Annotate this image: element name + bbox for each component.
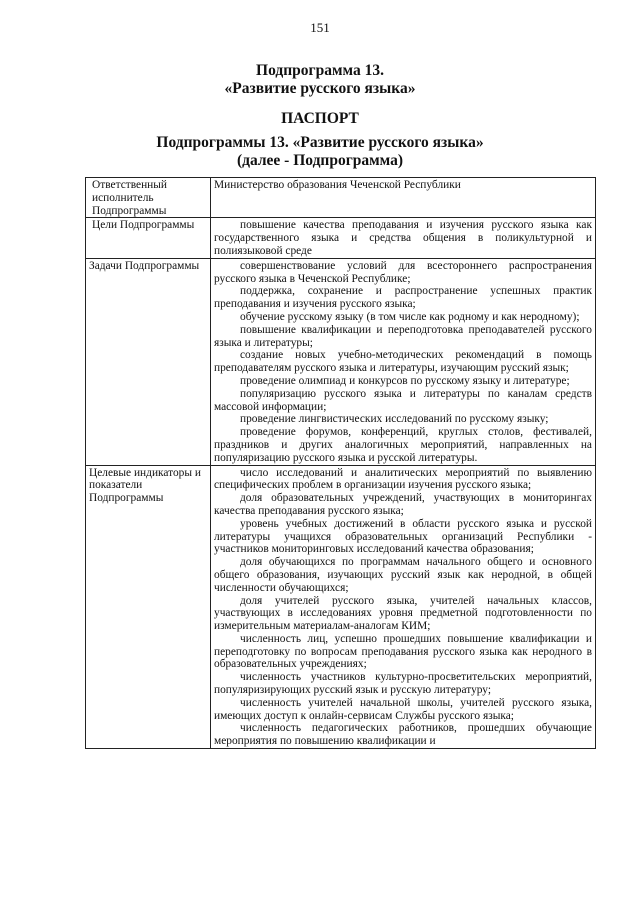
row-goals (86, 218, 596, 258)
row-paragraph: проведение лингвистических исследований по русскому языку; (240, 413, 549, 426)
row-paragraph: обучение русскому языку (в том числе как родному и как неродному); (240, 310, 580, 323)
row-paragraph: доля учителей русского языка, учителей начальных классов, участвующих в исследованиях уровня предметной подготовленности по измерительным материалам-аналогам КИМ; (214, 594, 592, 633)
row-content (211, 178, 596, 218)
row-responsible (86, 178, 596, 218)
row-paragraph: проведение олимпиад и конкурсов по русскому языку и литературе; (240, 374, 570, 387)
row-paragraph: совершенствование условий для всестороннего распространения русского языка в Чеченской Республике; (214, 259, 592, 285)
row-paragraph: создание новых учебно-методических рекомендаций в помощь преподавателям русского языка и литературы, изучающим русский язык; (214, 349, 592, 375)
row-paragraph: Министерство образования Чеченской Республики (214, 179, 461, 191)
row-label: Задачи Подпрограммы (86, 258, 211, 465)
subprogram-title (0, 62, 640, 98)
row-indicators (86, 465, 596, 749)
row-tasks (86, 258, 596, 465)
row-paragraph: поддержка, сохранение и распространение успешных практик преподавания и изучения русского языка; (214, 285, 592, 311)
row-label: Ответственный исполнитель Подпрограммы (86, 178, 211, 218)
subprogram-title-line2: «Развитие русского языка» (224, 80, 416, 97)
row-paragraph: доля образовательных учреждений, участвующих в мониторингах качества преподавания русского языка; (214, 492, 592, 517)
passport-title (0, 110, 640, 170)
row-paragraph: повышение качества преподавания и изучения русского языка как государственного языка и средства общения в поликультурной и полиязыковой среде (214, 219, 592, 257)
row-content (211, 465, 596, 749)
row-content (211, 258, 596, 465)
passport-subheading2: (далее - Подпрограмма) (236, 152, 404, 169)
row-content (211, 218, 596, 258)
row-label: Целевые индикаторы и показатели Подпрограммы (86, 465, 211, 749)
row-paragraph: численность учителей начальной школы, учителей русского языка, имеющих доступ к онлайн-сервисам Службы русского языка; (214, 696, 592, 722)
row-paragraph: популяризацию русского языка и литературы по каналам средств массовой информации; (214, 387, 592, 413)
row-paragraph: численность участников культурно-просветительских мероприятий, популяризирующих русский язык и русскую литературу; (214, 671, 592, 697)
row-paragraph: уровень учебных достижений в области русского языка и русской литературы учащихся образовательных организаций Республики - участников мониторинговых исследований качества образования; (214, 517, 592, 556)
subprogram-title-line1: Подпрограмма 13. (256, 62, 384, 79)
row-paragraph: проведение форумов, конференций, круглых столов, фестивалей, праздников и других аналогичных мероприятий, направленных на популяризацию русского языка и русской литературы. (214, 426, 592, 464)
row-paragraph: повышение квалификации и переподготовка преподавателей русского языка и литературы; (214, 323, 592, 349)
row-label: Цели Подпрограммы (86, 218, 211, 258)
row-paragraph: доля обучающихся по программам начального общего и основного общего образования, изучающих русский язык как неродной, в общей численности обучающихся; (214, 556, 592, 594)
row-paragraph: численность педагогических работников, прошедших обучающие мероприятия по повышению квалификации и (214, 722, 592, 748)
row-paragraph: число исследований и аналитических мероприятий по выявлению специфических проблем в организации изучения русского языка; (214, 466, 592, 492)
passport-heading: ПАСПОРТ (281, 110, 359, 127)
passport-table (85, 177, 596, 749)
page-number: 151 (310, 20, 330, 35)
row-paragraph: численность лиц, успешно прошедших повышение квалификации и переподготовку по вопросам преподавания русского языка как неродного в образовательных учреждениях; (214, 632, 592, 671)
passport-subheading1: Подпрограммы 13. «Развитие русского языка» (156, 134, 484, 151)
